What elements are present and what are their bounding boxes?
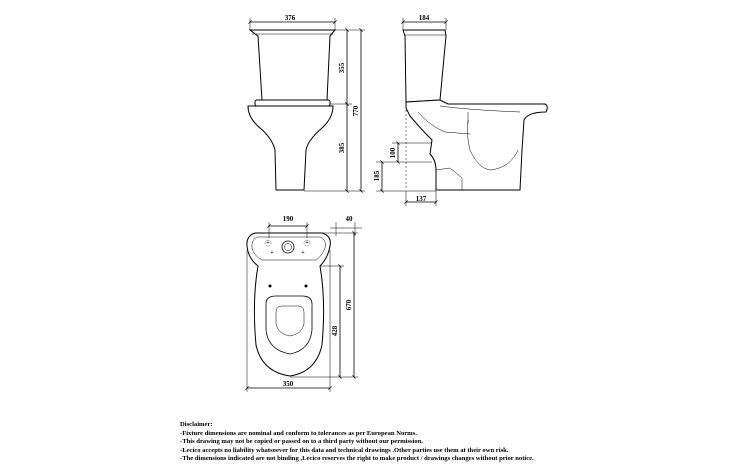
- cistern-front-outline: [250, 30, 335, 100]
- top-view: [247, 215, 362, 392]
- dim-bowl-width: 350: [282, 380, 294, 388]
- dim-cistern-height: 355: [338, 62, 346, 74]
- cistern-side-outline: [403, 30, 446, 102]
- dim-pan-height: 385: [338, 142, 346, 154]
- disclaimer-line: -This drawing may not be copied or passed on to a third party without our permission.: [180, 438, 424, 446]
- pan-front-outline: [248, 106, 333, 190]
- dim-total-length: 670: [345, 299, 353, 311]
- toilet-top-outline: [247, 233, 330, 376]
- bowl-side-outline: [406, 100, 547, 190]
- dim-total-height: 770: [352, 105, 360, 117]
- dim-base-depth: 137: [415, 195, 427, 203]
- dim-rear-offset: 40: [345, 215, 353, 223]
- dim-fixing-spacing: 190: [282, 215, 294, 223]
- side-view: [373, 14, 547, 206]
- front-view: [248, 14, 365, 191]
- disclaimer: [180, 421, 740, 464]
- disclaimer-title: Disclaimer:: [180, 421, 213, 428]
- svg-text:+: +: [305, 240, 309, 246]
- dim-outlet-height: 185: [373, 170, 381, 182]
- dim-outlet-offset: 100: [389, 147, 397, 159]
- disclaimer-line: -Fixture dimensions are nominal and conform to tolerances as per European Norms.: [180, 429, 417, 437]
- dim-cistern-depth: 184: [418, 14, 430, 22]
- dim-bowl-length: 428: [331, 325, 339, 337]
- disclaimer-line: -Lecico accepts no liability whatsoever for this data and technical drawings .Other parties use them at their own risk.: [180, 446, 509, 454]
- seat-hinge: [269, 285, 272, 288]
- dim-front-width: 376: [284, 14, 296, 22]
- svg-text:+: +: [270, 250, 274, 256]
- seat-hinge: [305, 285, 308, 288]
- svg-text:+: +: [301, 250, 305, 256]
- seat-band-front: [255, 100, 330, 106]
- disclaimer-line: -The dimensions indicated are not binding ,Lecico reserves the right to make product / drawings changes without prior notice.: [180, 455, 534, 463]
- svg-text:+: +: [266, 240, 270, 246]
